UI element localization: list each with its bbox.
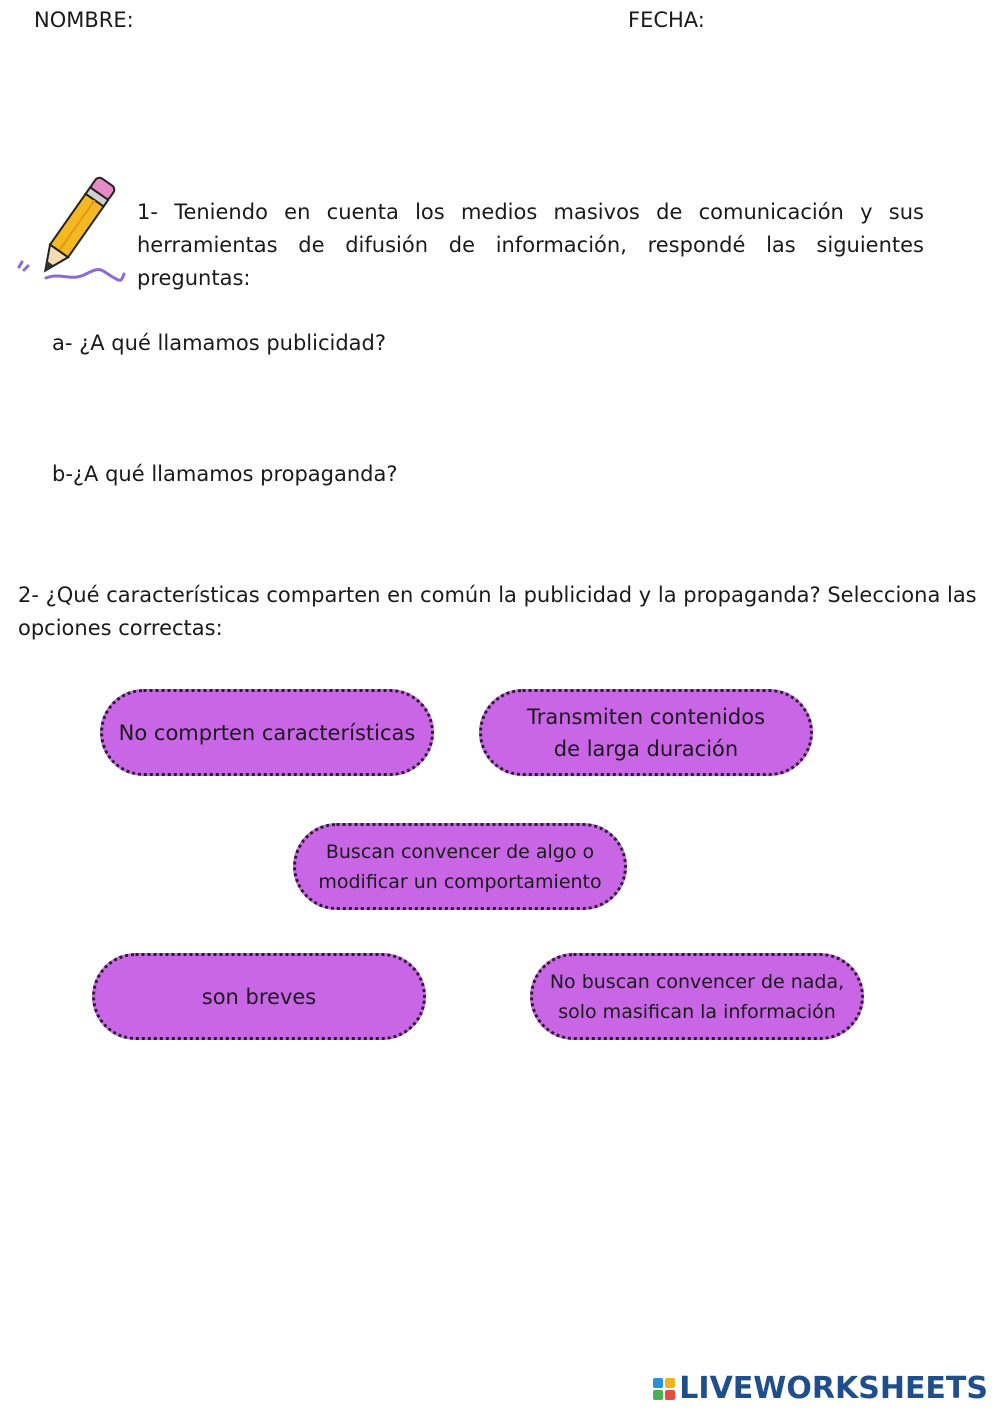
question-2-text: 2- ¿Qué características comparten en común la publicidad y la propaganda? Selecciona las opciones correctas: bbox=[18, 583, 977, 640]
option-label: No buscan convencer de nada, solo masifican la información bbox=[549, 970, 845, 1023]
liveworksheets-logo-icon bbox=[653, 1378, 675, 1400]
option-label: Transmiten contenidos de larga duración bbox=[526, 704, 766, 761]
question-1a: a- ¿A qué llamamos publicidad? bbox=[52, 331, 387, 355]
option-label: son breves bbox=[201, 984, 317, 1009]
question-1-text: 1- Teniendo en cuenta los medios masivos de comunicación y sus herramientas de difusión de información, respondé las siguientes preguntas: bbox=[137, 200, 924, 290]
option-no-buscan-convencer[interactable] bbox=[530, 953, 864, 1040]
option-buscan-convencer[interactable] bbox=[293, 823, 627, 910]
option-label: Buscan convencer de algo o modificar un comportamiento bbox=[318, 840, 602, 893]
brand-text: LIVEWORKSHEETS bbox=[679, 1371, 988, 1406]
option-son-breves[interactable] bbox=[92, 953, 426, 1040]
option-contenidos-larga-duracion[interactable] bbox=[479, 689, 813, 776]
question-1b: b-¿A qué llamamos propaganda? bbox=[52, 462, 398, 486]
liveworksheets-logo bbox=[653, 1371, 988, 1406]
pencil-icon bbox=[16, 170, 128, 290]
option-no-comparten[interactable] bbox=[100, 689, 434, 776]
name-label: NOMBRE: bbox=[34, 8, 134, 32]
option-label: No comprten características bbox=[118, 720, 416, 745]
date-label: FECHA: bbox=[628, 8, 705, 32]
